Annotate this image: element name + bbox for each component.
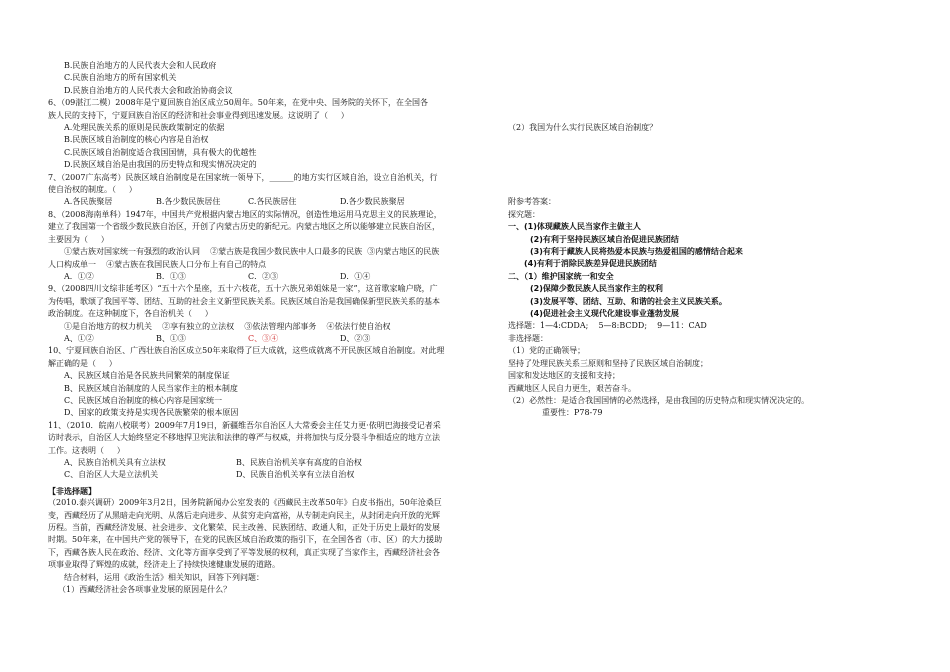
q7-stem-line2: 使自治权的制度。（ ） — [48, 185, 137, 195]
q8-stem-line2: 建立了我国第一个省级少数民族自治区，开创了内蒙古历史的新纪元。内蒙古地区之所以能够建立民族自治区， — [48, 222, 440, 232]
nonchoice-answer-6: 重要性：P78-79 — [542, 408, 603, 418]
nonchoice-answer-3: 国家和发达地区的支援和支持； — [508, 371, 620, 381]
q8-option-b: B．①③ — [156, 271, 186, 281]
q8-options — [48, 271, 453, 283]
question-1: （1）西藏经济社会各项事业发展的原因是什么？ — [58, 585, 232, 595]
q7-stem-line1: 7、（2007广东高考）民族区域自治制度是在国家统一领导下，______的地方实行区域自治，设立自治机关，行 — [48, 172, 438, 182]
q7-option-a: A.各民族聚居 — [64, 197, 113, 207]
q11-stem-line2: 访时表示，自治区人大始终坚定不移地捍卫宪法和法律的尊严与权威，并将加快与反分裂斗争相适应的地方立法 — [48, 433, 440, 443]
q5-option-c: C.民族自治地方的所有国家机关 — [64, 73, 177, 83]
answer-1-1: 一、(1)体现藏族人民当家作主做主人 — [508, 222, 641, 232]
q8-statement-2: 人口构成单一 ④蒙古族在我国民族人口分布上有自己的特点 — [48, 259, 267, 269]
passage-line4: 时期。50年来，在中国共产党的领导下，在党的民族区域自治政策的指引下，在全国各省（市、区）的大力援助 — [48, 535, 443, 545]
q9-stem-line3: 政治制度。在这种制度下，各自治机关（ ） — [48, 309, 213, 319]
nonchoice-answer-2: 坚持了处理民族关系三原则和坚持了民族区域自治制度； — [508, 358, 708, 368]
q8-statement-1: ①蒙古族对国家统一有强烈的政治认同 ②蒙古族是我国少数民族中人口最多的民族 ③内蒙古地区的民族 — [64, 247, 440, 257]
choice-answers: 选择题：1—4:CDDA; 5—8:BCDD; 9—11：CAD — [508, 321, 707, 331]
answer-2-1: 二、（1）维护国家统一和安全 — [508, 271, 614, 281]
q5-option-b: B.民族自治地方的人民代表大会和人民政府 — [64, 61, 217, 70]
q8-stem-line3: 主要因为（ ） — [48, 234, 109, 244]
passage-line2: 变，西藏经历了从黑暗走向光明、从落后走向进步、从贫穷走向富裕，从专制走向民主，从封闭走向开放的光辉 — [48, 510, 440, 520]
q6-stem-line2: 族人民的支持下，宁夏回族自治区的经济和社会事业得到迅速发展。这说明了（ ） — [48, 110, 349, 120]
q10-option-a: A、民族区域自治是各民族共同繁荣的制度保证 — [64, 371, 230, 381]
q8-option-a: A．①② — [64, 271, 94, 281]
q9-statement-1: ①是自治地方的权力机关 ②享有独立的立法权 ③依法管理内部事务 ④依法行使自治权 — [64, 321, 391, 331]
q11-options-row2 — [48, 469, 453, 481]
q9-stem-line2: 为传唱，歌颂了我国平等、团结、互助的社会主义新型民族关系。民族区域自治是我国确保新型民族关系的基本 — [48, 296, 440, 306]
q10-option-b: B、民族区域自治制度的人民当家作主的根本制度 — [64, 383, 238, 393]
q11-option-d: D、民族自治机关享有立法自治权 — [236, 470, 355, 480]
q11-stem-line1: 11、（2010．皖南八校联考）2009年7月19日，新疆维吾尔自治区人大常委会主任艾力更·依明巴海接受记者采 — [48, 420, 441, 430]
answer-1-3: (3)有利于藏族人民将热爱本民族与热爱祖国的感情结合起来 — [530, 247, 743, 257]
answer-1-4: (4)有利于消除民族差异促进民族团结 — [524, 259, 657, 269]
q9-option-b: B、①③ — [156, 333, 186, 343]
q8-stem-line1: 8、（2008海南单科）1947年，中国共产党根据内蒙古地区的实际情况，创造性地运用马克思主义的民族理论， — [48, 209, 442, 219]
question-2: （2）我国为什么实行民族区域自治制度？ — [508, 123, 658, 132]
q9-stem-line1: 9、（2008四川文综非延考区）“五十六个星座，五十六枝花，五十六族兄弟姐妹是一家”，这首歌家喻户晓，广 — [48, 284, 438, 294]
passage-line5: 下，西藏各族人民在政治、经济、文化等方面享受到了平等发展的权利，真正实现了当家作主，西藏经济社会各 — [48, 547, 440, 557]
q9-option-c: C、③④ — [248, 333, 279, 343]
nonchoice-answer-5: （2）必然性：是适合我国国情的必然选择，是由我国的历史特点和现实情况决定的。 — [508, 395, 810, 405]
nonchoice-answer-4: 西藏地区人民自力更生，艰苦奋斗。 — [508, 383, 636, 393]
q8-option-c: C．②③ — [248, 271, 279, 281]
q11-stem-line3: 工作。这表明（ ） — [48, 445, 125, 455]
q7-options — [48, 196, 453, 208]
explore-label: 探究题： — [508, 209, 540, 219]
answer-1-2: (2)有利于坚持民族区域自治促进民族团结 — [530, 234, 679, 244]
answer-2-3: (3)发展平等、团结、互助、和谐的社会主义民族关系。 — [530, 296, 727, 306]
q10-option-d: D、国家的政策支持是实现各民族繁荣的根本原因 — [64, 408, 239, 418]
q9-options — [48, 333, 453, 345]
q11-option-a: A、民族自治机关具有立法权 — [64, 458, 166, 467]
nonchoice-answer-1: （1）党的正确领导； — [508, 346, 586, 356]
q6-option-b: B.民族区域自治制度的核心内容是自治权 — [64, 135, 209, 145]
q7-option-d: D.各少数民族聚居 — [340, 197, 405, 207]
passage-instruction: 结合材料，运用《政治生活》相关知识，回答下列问题： — [64, 572, 264, 582]
q11-option-c: C、自治区人大是立法机关 — [64, 470, 159, 480]
q10-stem-line1: 10、宁夏回族自治区、广西壮族自治区成立50年来取得了巨大成就，这些成就离不开民族区域自治制度。对此理 — [48, 346, 445, 356]
q6-option-c: C.民族区域自治制度适合我国国情，具有极大的优越性 — [64, 147, 257, 157]
q10-option-c: C、民族区域自治制度的核心内容是国家统一 — [64, 395, 223, 405]
answer-2-4: (4)促进社会主义现代化建设事业蓬勃发展 — [530, 309, 679, 319]
q10-stem-line2: 解正确的是（ ） — [48, 358, 117, 368]
answer-2-2: (2)保障少数民族人民当家作主的权利 — [530, 284, 663, 294]
answer-space — [508, 134, 898, 196]
right-column — [508, 60, 898, 420]
q11-option-b: B、民族自治机关享有高度的自治权 — [236, 458, 362, 467]
q6-option-a: A.处理民族关系的原则是民族政策制定的依据 — [64, 123, 225, 133]
nonchoice-label: 非选择题： — [508, 333, 548, 343]
passage-line3: 历程。当前，西藏经济发展、社会进步、文化繁荣、民主改善、民族团结、政通人和，正处于历史上最好的发展 — [48, 523, 440, 533]
passage-line6: 项事业取得了辉煌的成就，经济走上了持续快速健康发展的道路。 — [48, 560, 280, 570]
q7-option-c: C.各民族居住 — [248, 197, 297, 207]
q11-options-row1 — [48, 457, 453, 469]
left-column — [48, 60, 453, 596]
nonchoice-heading: 【非选择题】 — [48, 485, 96, 496]
q8-option-d: D．①④ — [340, 271, 371, 281]
q9-option-d: D、②③ — [340, 333, 371, 343]
answers-title: 附参考答案： — [508, 197, 556, 207]
q6-stem-line1: 6、（09湛江二模）2008年是宁夏回族自治区成立50周年。50年来，在党中央、国务院的关怀下，在全国各 — [48, 98, 428, 108]
q6-option-d: D.民族区域自治是由我国的历史特点和现实情况决定的 — [64, 160, 257, 170]
q7-option-b: B.各少数民族居住 — [156, 197, 221, 207]
q9-option-a: A、①② — [64, 333, 94, 343]
passage-line1: （2010.泰兴调研）2009年3月2日，国务院新闻办公室发表的《西藏民主改革50年》白皮书指出，50年沧桑巨 — [48, 498, 442, 508]
q5-option-d: D.民族自治地方的人民代表大会和政治协商会议 — [64, 85, 233, 95]
